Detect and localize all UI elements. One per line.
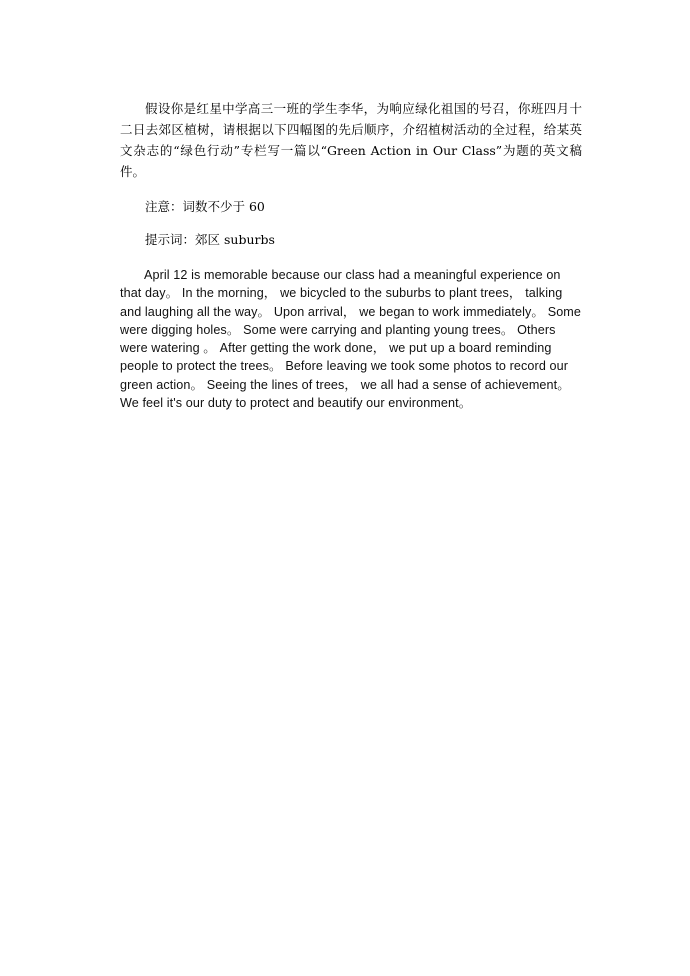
sample-essay-text: April 12 is memorable because our class had a meaningful experience on that day。 In the morning， we bicycled to the suburbs to plant trees， talking and laughing all the way。 Upon arrival， we began to work immediately。 Some were digging holes。 Some were carrying and planting young trees。 Others were watering 。 After getting the work done， we put up a board reminding people to protect the trees。 Before leaving we took some photos to record our green action。 Seeing the lines of trees， we all had a sense of achievement。 We feel it's our duty to protect and beautify our environment。 [120,268,581,411]
document-content [120,98,582,412]
writing-task-prompt: 假设你是红星中学高三一班的学生李华，为响应绿化祖国的号召，你班四月十二日去郊区植树，请根据以下四幅图的先后顺序，介绍植树活动的全过程，给某英文杂志的“绿色行动”专栏写一篇以“Green Action in Our Class”为题的英文稿件。 [120,101,582,179]
vocabulary-hint: 提示词：郊区 suburbs [145,232,275,247]
word-count-note: 注意：词数不少于 60 [145,199,265,214]
